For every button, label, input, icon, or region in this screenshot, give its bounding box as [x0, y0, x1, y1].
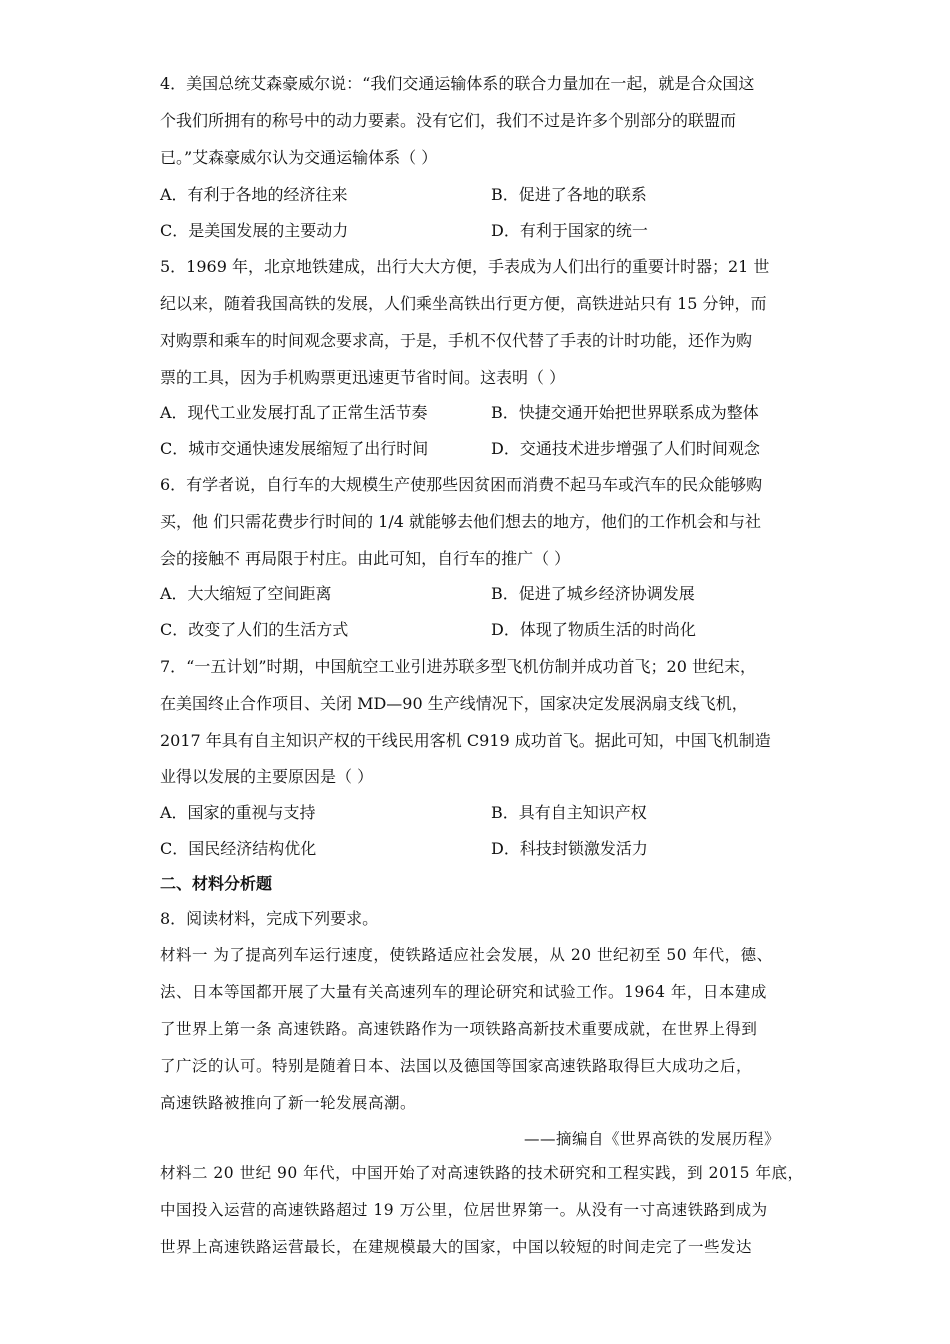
question-5-option-a[interactable]: A．现代工业发展打乱了正常生活节奏	[160, 403, 428, 422]
question-8-intro: 8．阅读材料，完成下列要求。	[160, 909, 379, 928]
material-1-source: ——摘编自《世界高铁的发展历程》	[523, 1130, 780, 1148]
question-7-option-a[interactable]: A．国家的重视与支持	[160, 803, 316, 822]
question-4-option-a[interactable]: A．有利于各地的经济往来	[160, 185, 348, 204]
section-title: 二、材料分析题	[160, 874, 273, 893]
material-2-line-3: 世界上高速铁路运营最长，在建规模最大的国家，中国以较短的时间走完了一些发达	[160, 1238, 753, 1256]
question-4-option-c[interactable]: C．是美国发展的主要动力	[160, 221, 349, 240]
question-5-line-1: 5．1969 年，北京地铁建成，出行大大方便，手表成为人们出行的重要计时器；21 世	[160, 257, 770, 276]
question-5-line-3: 对购票和乘车的时间观念要求高，于是，手机不仅代替了手表的计时功能，还作为购	[160, 331, 753, 350]
material-2-line-2: 中国投入运营的高速铁路超过 19 万公里，位居世界第一。从没有一寸高速铁路到成为	[160, 1201, 768, 1219]
question-7-line-3: 2017 年具有自主知识产权的干线民用客机 C919 成功首飞。据此可知，中国飞机制造	[160, 731, 771, 750]
question-7-option-c[interactable]: C．国民经济结构优化	[160, 839, 317, 858]
question-6-option-b[interactable]: B．促进了城乡经济协调发展	[491, 584, 695, 603]
question-6-line-2: 买，他 们只需花费步行时间的 1/4 就能够去他们想去的地方，他们的工作机会和与社	[160, 512, 762, 531]
question-7-option-b[interactable]: B．具有自主知识产权	[491, 803, 647, 822]
material-1-line-5: 高速铁路被推向了新一轮发展高潮。	[160, 1094, 417, 1112]
question-7-line-1: 7．“一五计划”时期，中国航空工业引进苏联多型飞机仿制并成功首飞；20 世纪末，	[160, 657, 756, 676]
question-7-option-d[interactable]: D．科技封锁激发活力	[491, 839, 648, 858]
question-4-option-d[interactable]: D．有利于国家的统一	[491, 221, 648, 240]
question-6-line-3: 会的接触不 再局限于村庄。由此可知，自行车的推广（ ）	[160, 549, 571, 568]
question-6-option-a[interactable]: A．大大缩短了空间距离	[160, 584, 332, 603]
question-4-line-2: 个我们所拥有的称号中的动力要素。没有它们，我们不过是许多个别部分的联盟而	[160, 111, 737, 130]
question-5-option-d[interactable]: D．交通技术进步增强了人们时间观念	[491, 439, 760, 458]
question-4-option-b[interactable]: B．促进了各地的联系	[491, 185, 647, 204]
material-1-line-2: 法、日本等国都开展了大量有关高速列车的理论研究和试验工作。1964 年，日本建成	[160, 983, 767, 1001]
question-6-line-1: 6．有学者说，自行车的大规模生产使那些因贫困而消费不起马车或汽车的民众能够购	[160, 475, 763, 494]
material-2-line-1: 材料二 20 世纪 90 年代，中国开始了对高速铁路的技术研究和工程实践，到 2015 年底，	[160, 1164, 804, 1182]
material-1-line-3: 了世界上第一条 高速铁路。高速铁路作为一项铁路高新技术重要成就，在世界上得到	[160, 1020, 758, 1038]
question-5-option-c[interactable]: C．城市交通快速发展缩短了出行时间	[160, 439, 429, 458]
question-4-line-3: 已。”艾森豪威尔认为交通运输体系（ ）	[160, 148, 438, 167]
question-5-option-b[interactable]: B．快捷交通开始把世界联系成为整体	[491, 403, 759, 422]
question-5-line-4: 票的工具，因为手机购票更迅速更节省时间。这表明（ ）	[160, 368, 566, 387]
material-1-line-1: 材料一 为了提高列车运行速度，使铁路适应社会发展，从 20 世纪初至 50 年代，德、	[160, 946, 773, 964]
question-6-option-c[interactable]: C．改变了人们的生活方式	[160, 620, 349, 639]
question-7-line-4: 业得以发展的主要原因是（ ）	[160, 767, 374, 786]
question-6-option-d[interactable]: D．体现了物质生活的时尚化	[491, 620, 696, 639]
question-7-line-2: 在美国终止合作项目、关闭 MD—90 生产线情况下，国家决定发展涡扇支线飞机，	[160, 694, 748, 713]
material-1-line-4: 了广泛的认可。特别是随着日本、法国以及德国等国家高速铁路取得巨大成功之后，	[160, 1057, 753, 1075]
question-5-line-2: 纪以来，随着我国高铁的发展，人们乘坐高铁出行更方便，高铁进站只有 15 分钟，而	[160, 294, 767, 313]
question-4-line-1: 4．美国总统艾森豪威尔说：“我们交通运输体系的联合力量加在一起，就是合众国这	[160, 74, 755, 93]
